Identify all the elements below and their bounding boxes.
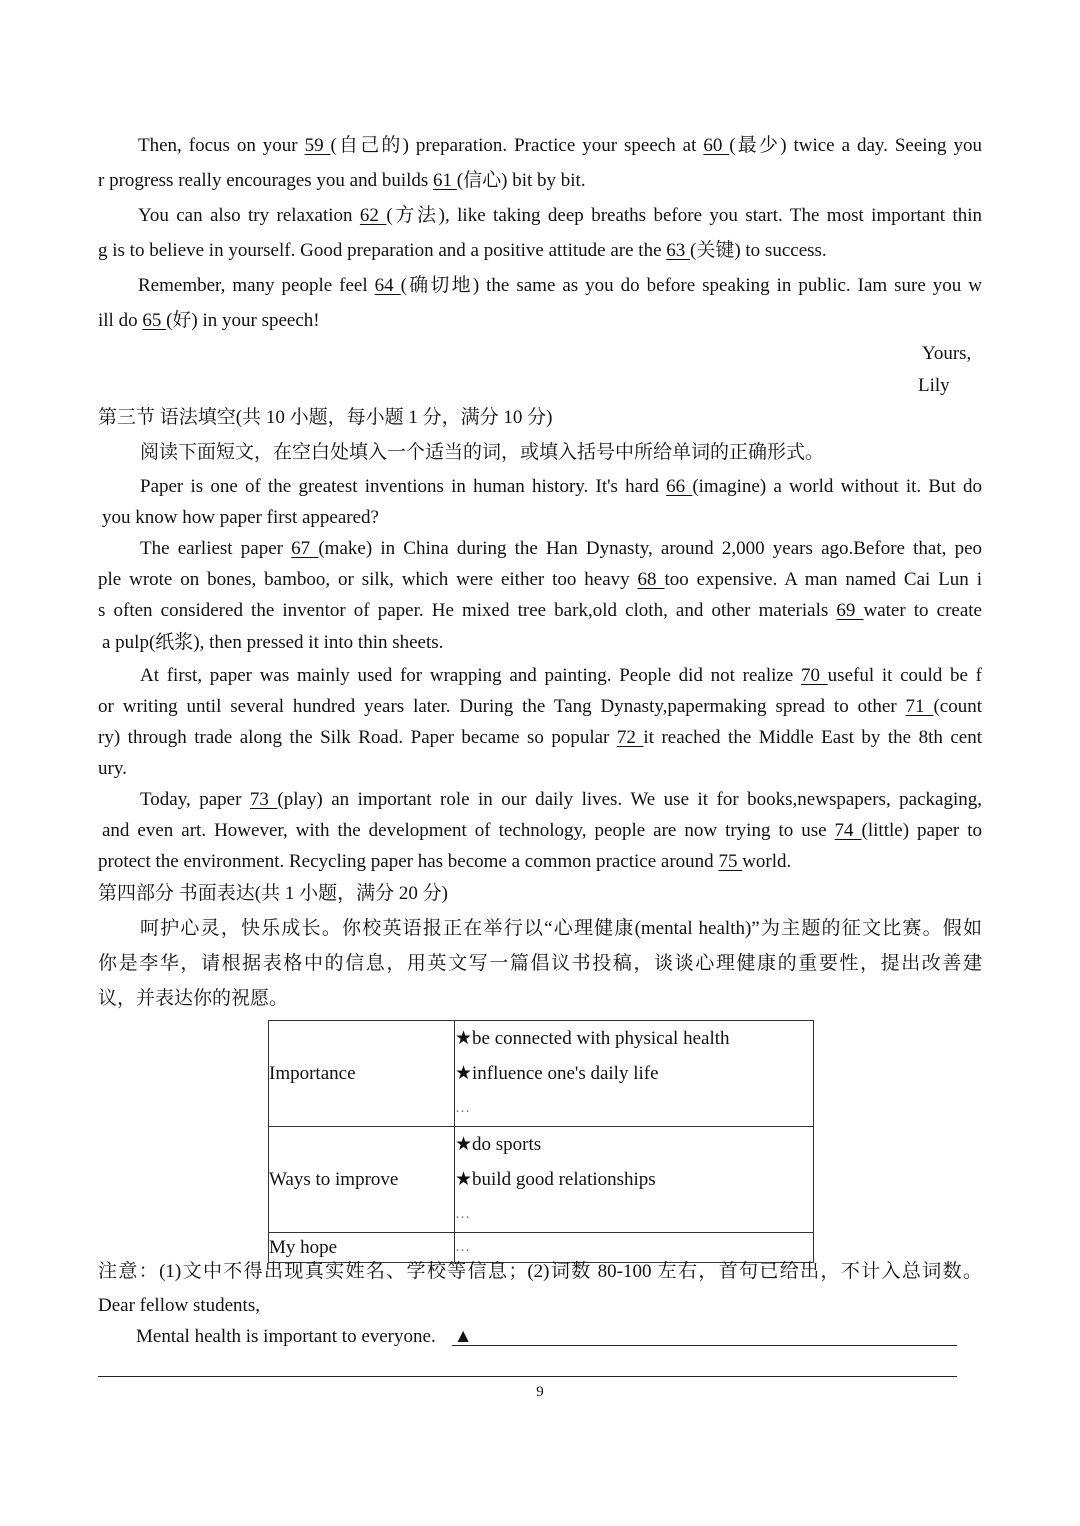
answer-line-2[interactable] (98, 1376, 957, 1377)
passage-line-4: ple wrote on bones, bamboo, or silk, which were either too heavy 68 too expensive. A man named Cai Lun i (98, 569, 982, 590)
table-points-importance (455, 1021, 814, 1127)
blank-66: 66 (666, 476, 693, 497)
passage-line-10: ury. (98, 758, 127, 779)
blank-71: 71 (905, 696, 934, 717)
table-label-ways: Ways to improve (269, 1127, 455, 1233)
blank-68: 68 (637, 569, 665, 590)
page-number: 9 (536, 1384, 544, 1400)
table-label-hope: My hope (269, 1233, 455, 1263)
blank-69: 69 (836, 600, 864, 621)
point-daily-life: ★influence one's daily life (455, 1063, 659, 1084)
table-row-ways (269, 1127, 814, 1233)
section3-instruction: 阅读下面短文，在空白处填入一个适当的词，或填入括号中所给单词的正确形式。 (140, 442, 825, 463)
point-relationships: ★build good relationships (455, 1169, 656, 1190)
answer-line-1[interactable] (452, 1345, 957, 1346)
part4-prompt-line-1: 呵护心灵，快乐成长。你校英语报正在举行以“心理健康(mental health)”为主题的征文比赛。假如 (140, 918, 982, 939)
blank-73: 73 (249, 789, 278, 810)
letter-line-3: You can also try relaxation 62 (方法), like taking deep breaths before you start. The most important thin (138, 205, 982, 226)
passage-line-2: you know how paper first appeared? (102, 507, 379, 528)
blank-75: 75 (718, 851, 743, 872)
point-ellipsis: … (455, 1100, 470, 1116)
letter-line-5: Remember, many people feel 64 (确切地) the same as you do before speaking in public. Iam sure you w (138, 275, 982, 296)
blank-72: 72 (616, 727, 644, 748)
blank-74: 74 (834, 820, 862, 841)
blank-67: 67 (291, 538, 319, 559)
blank-70: 70 (800, 665, 828, 686)
blank-61: 61 (433, 170, 457, 191)
blank-60: 60 (703, 135, 730, 156)
letter-line-6: ill do 65 (好) in your speech! (98, 310, 320, 331)
passage-line-1: Paper is one of the greatest inventions in human history. It's hard 66 (imagine) a world without it. But do (140, 476, 982, 497)
table-label-importance: Importance (269, 1021, 455, 1127)
table-row-hope (269, 1233, 814, 1263)
blank-64: 64 (374, 275, 401, 296)
letter-line-2: r progress really encourages you and builds 61 (信心) bit by bit. (98, 170, 586, 191)
writing-outline-table (268, 1020, 814, 1263)
passage-line-11: Today, paper 73 (play) an important role in our daily lives. We use it for books,newspapers, packaging, (140, 789, 982, 810)
point-do-sports: ★do sports (455, 1134, 542, 1155)
passage-line-5: s often considered the inventor of paper. He mixed tree bark,old cloth, and other materials 69 water to create (98, 600, 982, 621)
letter-closing: Yours, (922, 343, 972, 364)
blank-63: 63 (666, 240, 690, 261)
first-sentence-line: Mental health is important to everyone. ▲ (136, 1326, 473, 1347)
writing-note: 注意：(1)文中不得出现真实姓名、学校等信息；(2)词数 80-100 左右，首句已给出，不计入总词数。 (98, 1261, 982, 1282)
table-row-importance (269, 1021, 814, 1127)
letter-line-4: g is to believe in yourself. Good preparation and a positive attitude are the 63 (关键) to success. (98, 240, 827, 261)
letter-greeting: Dear fellow students, (98, 1295, 260, 1316)
letter-signature: Lily (918, 375, 950, 396)
passage-line-12: and even art. However, with the development of technology, people are now trying to use 74 (little) paper to (102, 820, 982, 841)
table-points-ways (455, 1127, 814, 1233)
table-points-hope: … (455, 1233, 814, 1263)
section3-title: 第三节 语法填空(共 10 小题，每小题 1 分，满分 10 分) (98, 407, 553, 428)
passage-line-6: a pulp(纸浆), then pressed it into thin sheets. (102, 632, 444, 653)
letter-line-1: Then, focus on your 59 (自己的) preparation. Practice your speech at 60 (最少) twice a day. Seeing you (138, 135, 982, 156)
passage-line-7: At first, paper was mainly used for wrapping and painting. People did not realize 70 useful it could be f (140, 665, 982, 686)
answer-marker: ▲ (453, 1326, 473, 1347)
part4-title: 第四部分 书面表达(共 1 小题，满分 20 分) (98, 883, 448, 904)
passage-line-13: protect the environment. Recycling paper has become a common practice around 75 world. (98, 851, 792, 872)
passage-line-8: or writing until several hundred years later. During the Tang Dynasty,papermaking spread to other 71 (count (98, 696, 982, 717)
passage-line-3: The earliest paper 67 (make) in China during the Han Dynasty, around 2,000 years ago.Before that, peo (140, 538, 982, 559)
blank-62: 62 (359, 205, 387, 226)
point-ellipsis: … (455, 1206, 470, 1222)
passage-line-9: ry) through trade along the Silk Road. Paper became so popular 72 it reached the Middle East by the 8th cent (98, 727, 982, 748)
part4-prompt-line-2: 你是李华，请根据表格中的信息，用英文写一篇倡议书投稿，谈谈心理健康的重要性，提出改善建 (98, 953, 982, 974)
blank-65: 65 (142, 310, 167, 331)
part4-prompt-line-3: 议，并表达你的祝愿。 (98, 988, 289, 1009)
blank-59: 59 (304, 135, 331, 156)
point-physical-health: ★be connected with physical health (455, 1028, 730, 1049)
